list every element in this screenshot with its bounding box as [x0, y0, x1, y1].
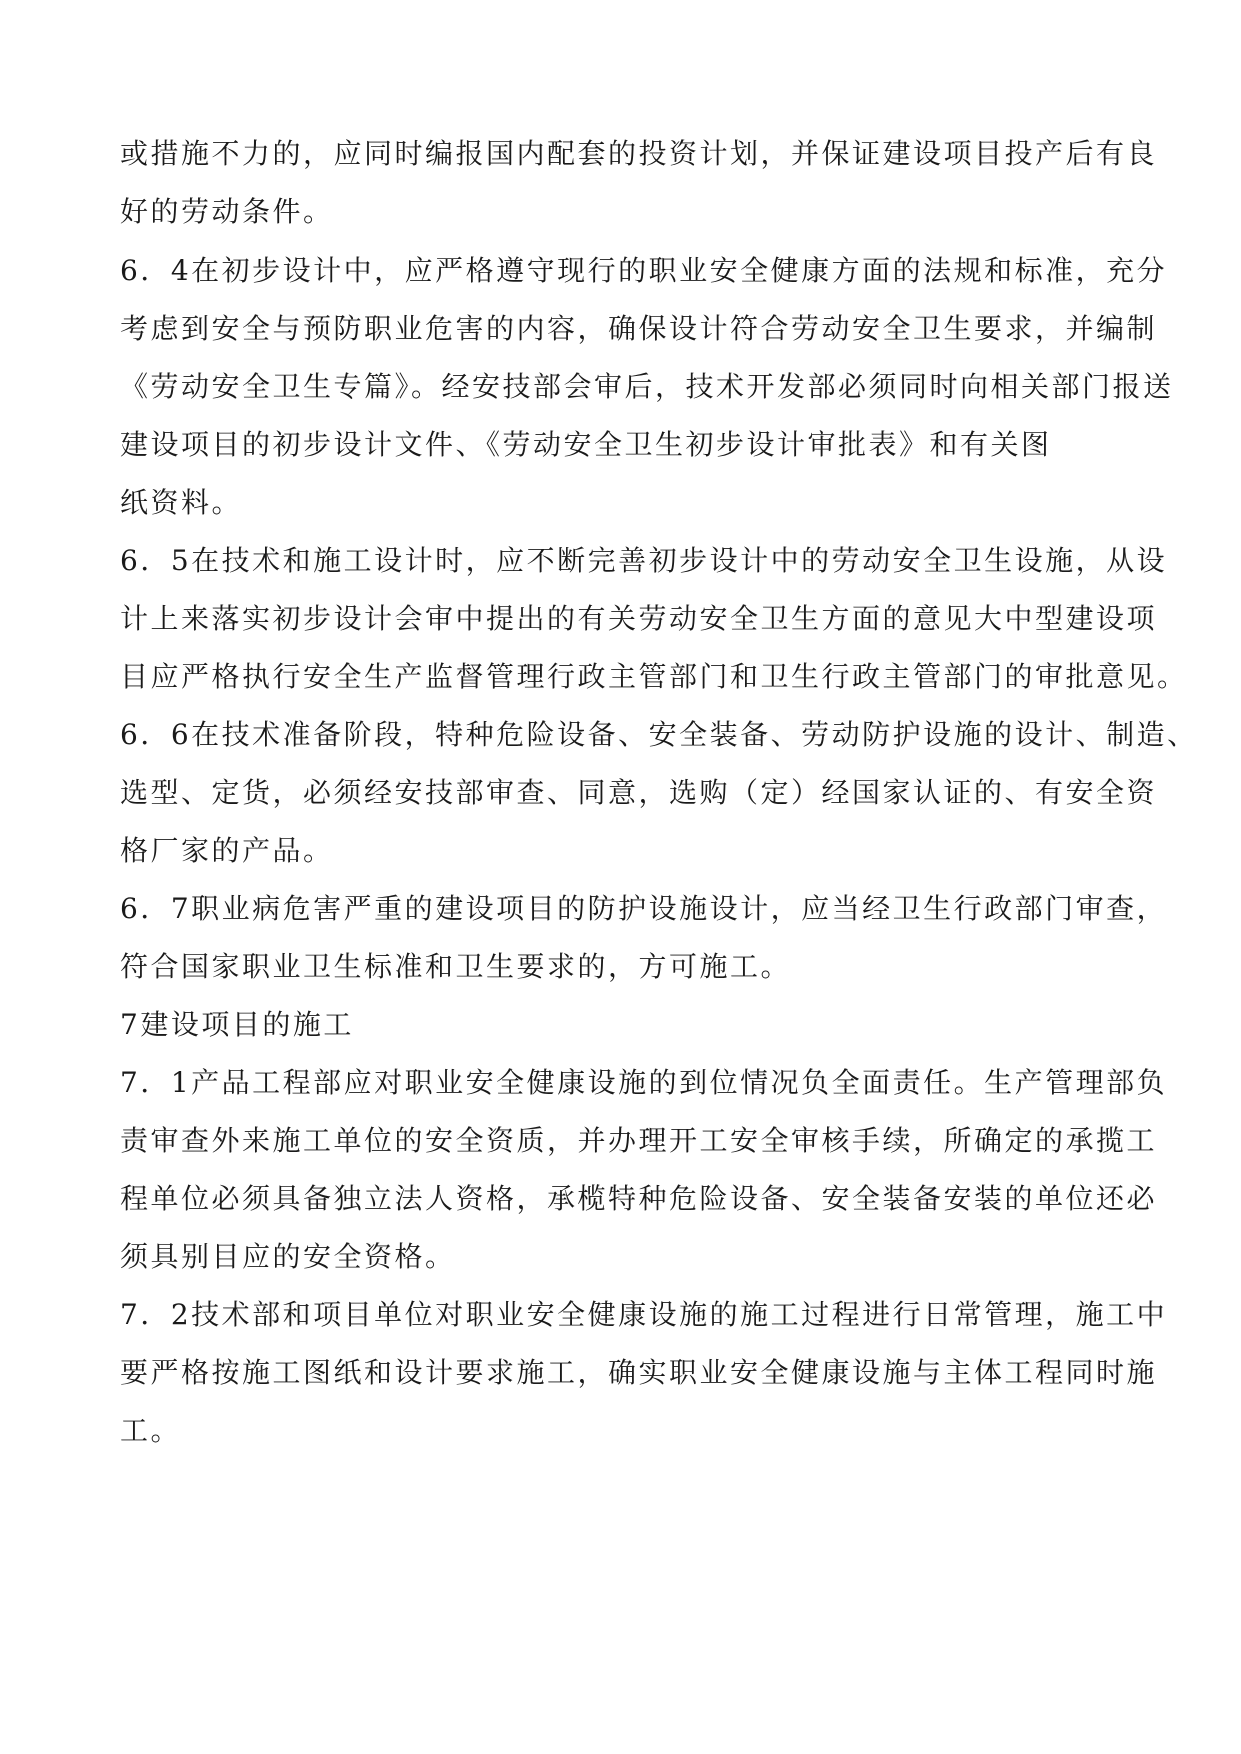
text-line: 6．6在技术准备阶段，特种危险设备、安全装备、劳动防护设施的设计、制造、 — [120, 718, 1198, 751]
text-line: 6．7职业病危害严重的建设项目的防护设施设计，应当经卫生行政部门审查， — [120, 892, 1168, 925]
text-line: 7．1产品工程部应对职业安全健康设施的到位情况负全面责任。生产管理部负 — [120, 1066, 1168, 1099]
text-line: 6．5在技术和施工设计时，应不断完善初步设计中的劳动安全卫生设施，从设 — [120, 544, 1168, 577]
text-line: 要严格按施工图纸和设计要求施工，确实职业安全健康设施与主体工程同时施 — [120, 1356, 1158, 1389]
text-line: 7．2技术部和项目单位对职业安全健康设施的施工过程进行日常管理，施工中 — [120, 1298, 1168, 1331]
section-heading: 7建设项目的施工 — [120, 1008, 354, 1041]
text-line: 或措施不力的，应同时编报国内配套的投资计划，并保证建设项目投产后有良 — [120, 137, 1158, 170]
text-line: 纸资料。 — [120, 486, 243, 519]
text-line: 须具别目应的安全资格。 — [120, 1240, 456, 1273]
text-line: 责审查外来施工单位的安全资质，并办理开工安全审核手续，所确定的承揽工 — [120, 1124, 1158, 1157]
text-line: 计上来落实初步设计会审中提出的有关劳动安全卫生方面的意见大中型建设项 — [120, 602, 1158, 635]
text-line: 选型、定货，必须经安技部审查、同意，选购（定）经国家认证的、有安全资 — [120, 776, 1158, 809]
text-line: 考虑到安全与预防职业危害的内容，确保设计符合劳动安全卫生要求，并编制 — [120, 312, 1158, 345]
text-line: 《劳动安全卫生专篇》。经安技部会审后，技术开发部必须同时向相关部门报送 — [120, 370, 1174, 403]
text-line: 好的劳动条件。 — [120, 195, 334, 228]
text-line: 符合国家职业卫生标准和卫生要求的，方可施工。 — [120, 950, 792, 983]
text-line: 工。 — [120, 1414, 182, 1447]
text-line: 格厂家的产品。 — [120, 834, 334, 867]
text-line: 目应严格执行安全生产监督管理行政主管部门和卫生行政主管部门的审批意见。 — [120, 660, 1188, 693]
text-line: 建设项目的初步设计文件、《劳动安全卫生初步设计审批表》和有关图 — [120, 428, 1052, 461]
text-line: 6．4在初步设计中，应严格遵守现行的职业安全健康方面的法规和标准，充分 — [120, 254, 1168, 287]
text-line: 程单位必须具备独立法人资格，承榄特种危险设备、安全装备安装的单位还必 — [120, 1182, 1158, 1215]
